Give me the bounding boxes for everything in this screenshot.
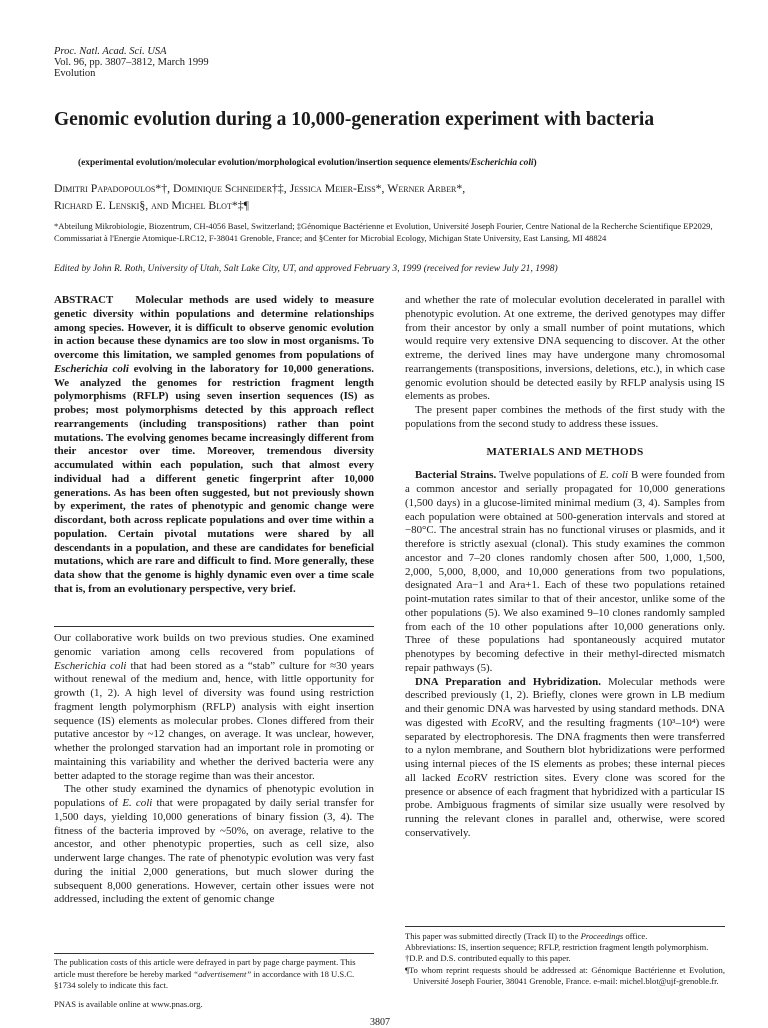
intro-p2-text-a: The other study examined the dynamics of phenotypic evolution in populations of xyxy=(54,783,374,809)
journal-name: Proc. Natl. Acad. Sci. USA xyxy=(54,46,167,57)
footnote-divider-right xyxy=(405,926,725,927)
cost-italic: “advertisement” xyxy=(193,968,252,979)
cost-text-a: The publication costs of this article were defrayed in part by page charge payment. This article must therefore be hereby marked xyxy=(54,957,356,979)
keywords-text: (experimental evolution/molecular evolution/morphological evolution/insertion sequence elements/ xyxy=(78,158,471,168)
abbreviations-note: Abbreviations: IS, insertion sequence; RFLP, restriction fragment length polymorphism. xyxy=(405,942,709,953)
abstract-italic: Escherichia coli xyxy=(54,362,129,375)
journal-section: Evolution xyxy=(54,68,96,79)
bacterial-strains-paragraph xyxy=(405,469,725,675)
intro-paragraph-1 xyxy=(54,632,374,783)
authors-line-2: Richard E. Lenski§, and Michel Blot*‡¶ xyxy=(54,198,249,212)
dna-preparation-heading: DNA Preparation and Hybridization. xyxy=(415,675,601,688)
methods-heading: MATERIALS AND METHODS xyxy=(486,445,644,458)
submitted-text-a: This paper was submitted directly (Track II) to the xyxy=(405,931,581,941)
keywords-suffix: ) xyxy=(533,158,537,168)
dna-italic-1: Eco xyxy=(491,716,509,729)
keywords xyxy=(78,158,537,168)
abstract-divider xyxy=(54,626,374,627)
abstract xyxy=(54,294,374,597)
right-paragraph-2: The present paper combines the methods of the first study with the populations from the second study to address these issues. xyxy=(405,404,725,430)
submitted-text-b: office. xyxy=(623,931,648,941)
intro-p1-text-b: that had been stored as a “stab” culture for ≈30 years without renewal of the medium and, hence, with little opportunity for growth (1, 2). A high level of diversity was found using restriction fragment length polymorphism (RFLP) analysis with eight insertion sequence (IS) elements as molecular probes. Clones differed from their putative ancestor by ~12 changes, on average. It was unclear, however, whether the prolonged starvation had an important role in promoting or maintaining this variability and whether the derived bacteria were any better adapted to the storage regime than was their ancestor. xyxy=(54,659,375,782)
dna-italic-2: Eco xyxy=(456,771,474,784)
abstract-heading: ABSTRACT xyxy=(54,294,114,306)
footnote-divider-left xyxy=(54,953,374,954)
pnas-online-note: PNAS is available online at www.pnas.org. xyxy=(54,998,203,1009)
paper-title: Genomic evolution during a 10,000-generation experiment with bacteria xyxy=(54,109,655,130)
publication-cost-note xyxy=(54,957,374,992)
intro-p1-text-a: Our collaborative work builds on two previous studies. One examined genomic variation among cells recovered from populations of xyxy=(54,632,374,658)
author-list xyxy=(54,180,714,214)
intro-p2-text-b: that were propagated by daily serial transfer for 1,500 days, yielding 10,000 generations of binary fission (3, 4). The fitness of the bacteria improved by ~50%, on average, relative to the ancestor, and other phenotypic properties, such as cell size, also underwent large changes. The rate of phenotypic evolution was very fast during the initial 2,000 generations, but much slower during the subsequent 8,000 generations. However, certain other issues were not addressed, including the extent of genomic change xyxy=(54,797,375,906)
strains-text-b: B were founded from a common ancestor and serially propagated for 10,000 generations (1,500 days) in a glucose-limited minimal medium (3, 4). Samples from each population were obtained at 500-generation intervals and stored at −80°C. The ancestral strain has no functional viruses or plasmids, and it therefore is strictly asexual (clonal). This study examines the common ancestor and 7–20 clones randomly chosen after 500, 1,000, 1,500, 2,000, 5,000, 8,000, and 10,000 generations from two populations, designated Ara−1 and Ara+1. Each of these two populations retained point-mutation rates similar to that of their ancestor, unlike some of the other populations (5). We also examined 9–10 clones randomly sampled from each of the 10 other populations after 10,000 generations only. Three of these populations had spontaneously acquired mutator phenotypes by becoming defective in their methyl-directed mismatch repair pathways (5). xyxy=(405,469,725,674)
keywords-italic: Escherichia coli xyxy=(470,158,534,168)
bacterial-strains-heading: Bacterial Strains. xyxy=(415,469,497,482)
introduction xyxy=(54,632,374,907)
footnotes-left xyxy=(54,957,374,1010)
footnotes-right xyxy=(405,931,725,987)
dna-text-c: RV restriction sites. Every clone was scored for the presence or absence of each fragment that hybridized with a particular IS probe. Ambiguous fragments of similar size usually were resolved by running the relevant clones in parallel and, otherwise, were scored conservatively. xyxy=(405,771,726,839)
affiliations: *Abteilung Mikrobiologie, Biozentrum, CH-4056 Basel, Switzerland; ‡Génomique Bactérienne et Evolution, Université Joseph Fourier, Centre National de la Recherche Scientifique EP2029, Commissariat à l'Energie Atomique-LRC12, F-38041 Grenoble, France; and §Center for Microbial Ecology, Michigan State University, East Lansing, MI 48824 xyxy=(54,221,713,243)
abstract-text-a: Molecular methods are used widely to measure genetic diversity within populations and determine relationships among species. However, it is difficult to observe genomic evolution in action because these dynamics are too slow in most organisms. To overcome this limitation, we sampled genomes from populations of xyxy=(54,294,374,361)
strains-italic: E. coli xyxy=(599,469,629,482)
cost-text-b: in accordance with 18 U.S.C. §1734 solely to indicate this fact. xyxy=(54,968,355,990)
reprint-request-note: ¶To whom reprint requests should be addressed at: Génomique Bactérienne et Evolution, Université Joseph Fourier, 38041 Grenoble, France. e-mail: michel.blot@ujf-grenoble.fr. xyxy=(405,964,725,986)
authors-line-1: Dimitri Papadopoulos*†, Dominique Schneider†‡, Jessica Meier-Eiss*, Werner Arber*, xyxy=(54,181,466,195)
dna-text-a: Molecular methods were described previously (1, 2). Briefly, clones were grown in LB medium and their genomic DNA was harvested by using standard methods. DNA was digested with xyxy=(405,675,725,729)
journal-header xyxy=(54,46,209,79)
submission-note xyxy=(405,931,725,942)
page-number: 3807 xyxy=(370,1017,390,1028)
journal-volume: Vol. 96, pp. 3807–3812, March 1999 xyxy=(54,57,209,68)
abstract-text-b: evolving in the laboratory for 10,000 generations. We analyzed the genomes for restriction fragment length polymorphisms (RFLP) using seven insertion sequences (IS) as probes; most polymorphisms detected by this approach reflect rearrangements (including transpositions) rather than point mutations. The evolving genomes became increasingly different from their ancestor over time. Moreover, tremendous diversity accumulated within each population, such that almost every individual had a different genetic fingerprint after 10,000 generations. As has been often suggested, but not previously shown by experiment, the rates of phenotypic and genomic change were discordant, both across replicate populations and over time within a population. Certain pivotal mutations were shared by all descendants in a population, and these are candidates for beneficial mutations, which are rare and difficult to find. More generally, these data show that the genome is highly dynamic even over a time scale that is, from an evolutionary perspective, very brief. xyxy=(54,362,374,595)
submitted-italic: Proceedings xyxy=(580,931,624,941)
strains-text-a: Twelve populations of xyxy=(496,469,600,482)
right-column xyxy=(405,294,725,841)
right-paragraph-1: and whether the rate of molecular evolution decelerated in parallel with phenotypic evolution. At one extreme, the derived genotypes may differ from their ancestor by only a small number of point mutations, which would require very extensive DNA sequencing to discover. At the other extreme, the derived lines may have undergone many chromosomal rearrangements (transpositions, inversions, deletions, etc.), in which case genomic evolution should be detected easily by RFLP analysis using IS elements as probes. xyxy=(405,294,725,403)
edited-by: Edited by John R. Roth, University of Utah, Salt Lake City, UT, and approved February 3, 1999 (received for review July 21, 1998) xyxy=(54,263,558,274)
equal-contribution-note: †D.P. and D.S. contributed equally to this paper. xyxy=(405,953,571,964)
intro-p1-italic: Escherichia coli xyxy=(54,659,127,672)
dna-preparation-paragraph xyxy=(405,676,725,841)
intro-paragraph-2 xyxy=(54,783,374,907)
dna-text-b: RV, and the resulting fragments (10³–10⁴) were separated by electrophoresis. The DNA fragments then were transferred to a nylon membrane, and Southern blot hybridizations were performed using internal pieces of the IS elements as probes; these internal pieces all lacked xyxy=(405,716,725,784)
intro-p2-italic: E. coli xyxy=(122,797,153,809)
